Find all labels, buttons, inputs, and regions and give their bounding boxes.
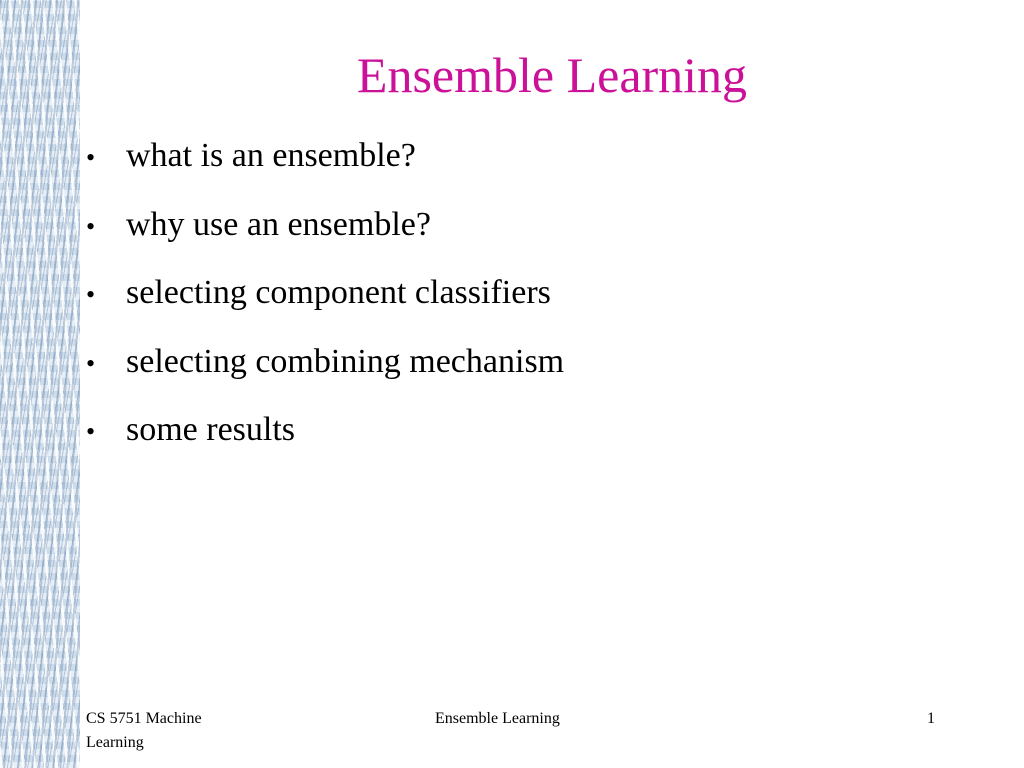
bullet-item — [86, 340, 564, 386]
bullet-item — [86, 408, 564, 454]
slide-title: Ensemble Learning — [356, 47, 748, 103]
bullet-icon: • — [86, 417, 96, 446]
bullet-item — [86, 271, 564, 317]
bullet-text: selecting combining mechanism — [126, 342, 565, 380]
bullet-icon: • — [86, 348, 96, 378]
bullet-icon: • — [86, 143, 96, 172]
footer-course-name: CS 5751 Machine Learning — [86, 710, 202, 751]
bullet-item — [86, 203, 564, 249]
bullet-text: why use an ensemble? — [126, 205, 431, 243]
bullet-icon: • — [86, 280, 96, 309]
side-texture-background — [0, 0, 80, 768]
bullet-list — [86, 134, 564, 477]
footer-slide-title: Ensemble Learning — [435, 710, 560, 727]
footer-page-number: 1 — [927, 710, 935, 727]
bullet-text: some results — [126, 411, 296, 448]
bullet-text: selecting component classifiers — [126, 274, 551, 311]
bullet-item — [86, 134, 564, 180]
bullet-text: what is an ensemble? — [126, 137, 416, 174]
bullet-icon: • — [86, 211, 96, 241]
